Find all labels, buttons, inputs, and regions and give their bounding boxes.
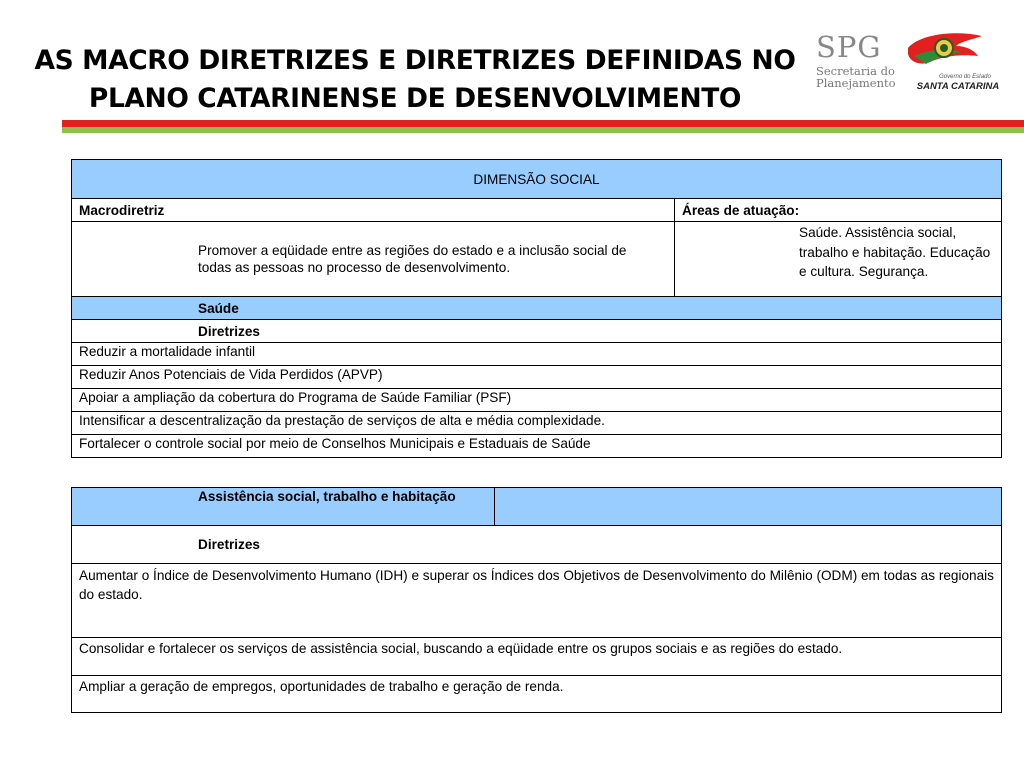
dimension-header: DIMENSÃO SOCIAL: [72, 160, 1002, 199]
section-saude: Saúde: [72, 297, 1002, 320]
header-green-rule: [62, 127, 1024, 133]
header-red-rule: [62, 120, 1024, 127]
spg-logo: [812, 26, 1012, 106]
macro-text: Promover a eqüidade entre as regiões do estado e a inclusão social de todas as pessoas no processo de desenvolvimento.: [198, 243, 627, 275]
page-title: [20, 42, 810, 118]
macro-cell: [72, 222, 675, 297]
spg-subtitle-line-1: Secretaria do: [816, 64, 895, 78]
title-line-2: PLANO CATARINENSE DE DESENVOLVIMENTO: [88, 83, 742, 114]
coat-of-arms-icon: [900, 28, 990, 78]
areas-column-header: Áreas de atuação:: [675, 199, 1002, 222]
section-empty-cell: [495, 488, 1002, 526]
table-row: Apoiar a ampliação da cobertura do Programa de Saúde Familiar (PSF): [72, 389, 1002, 412]
state-label: SANTA CATARINA: [916, 81, 1000, 92]
diretrizes-label: Diretrizes: [72, 526, 1002, 564]
government-label: Governo do Estado: [939, 74, 991, 80]
macro-column-header: Macrodiretriz: [72, 199, 675, 222]
table-row: Reduzir Anos Potenciais de Vida Perdidos (APVP): [72, 366, 1002, 389]
table-row: Fortalecer o controle social por meio de Conselhos Municipais e Estaduais de Saúde: [72, 435, 1002, 458]
spg-wordmark: SPG: [816, 30, 882, 64]
table-row: Aumentar o Índice de Desenvolvimento Humano (IDH) e superar os Índices dos Objetivos de Desenvolvimento do Milênio (ODM) em todas as regionais do estado.: [72, 564, 1002, 638]
table-row: Intensificar a descentralização da prestação de serviços de alta e média complexidade.: [72, 412, 1002, 435]
spg-subtitle-line-2: Planejamento: [816, 76, 896, 90]
areas-text: Saúde. Assistência social, trabalho e habitação. Educação e cultura. Segurança.: [799, 225, 991, 279]
title-line-1: AS MACRO DIRETRIZES E DIRETRIZES DEFINIDAS NO: [34, 45, 796, 76]
spg-subtitle: [816, 65, 896, 89]
section-assistencia: Assistência social, trabalho e habitação: [72, 488, 495, 526]
social-dimension-table: [71, 159, 1002, 458]
table-row: Ampliar a geração de empregos, oportunidades de trabalho e geração de renda.: [72, 676, 1002, 713]
table-row: Consolidar e fortalecer os serviços de assistência social, buscando a eqüidade entre os grupos sociais e as regiões do estado.: [72, 638, 1002, 676]
social-assistance-table: [71, 487, 1002, 713]
diretrizes-label: Diretrizes: [72, 320, 1002, 343]
table-row: Reduzir a mortalidade infantil: [72, 343, 1002, 366]
areas-cell: [675, 222, 1002, 297]
